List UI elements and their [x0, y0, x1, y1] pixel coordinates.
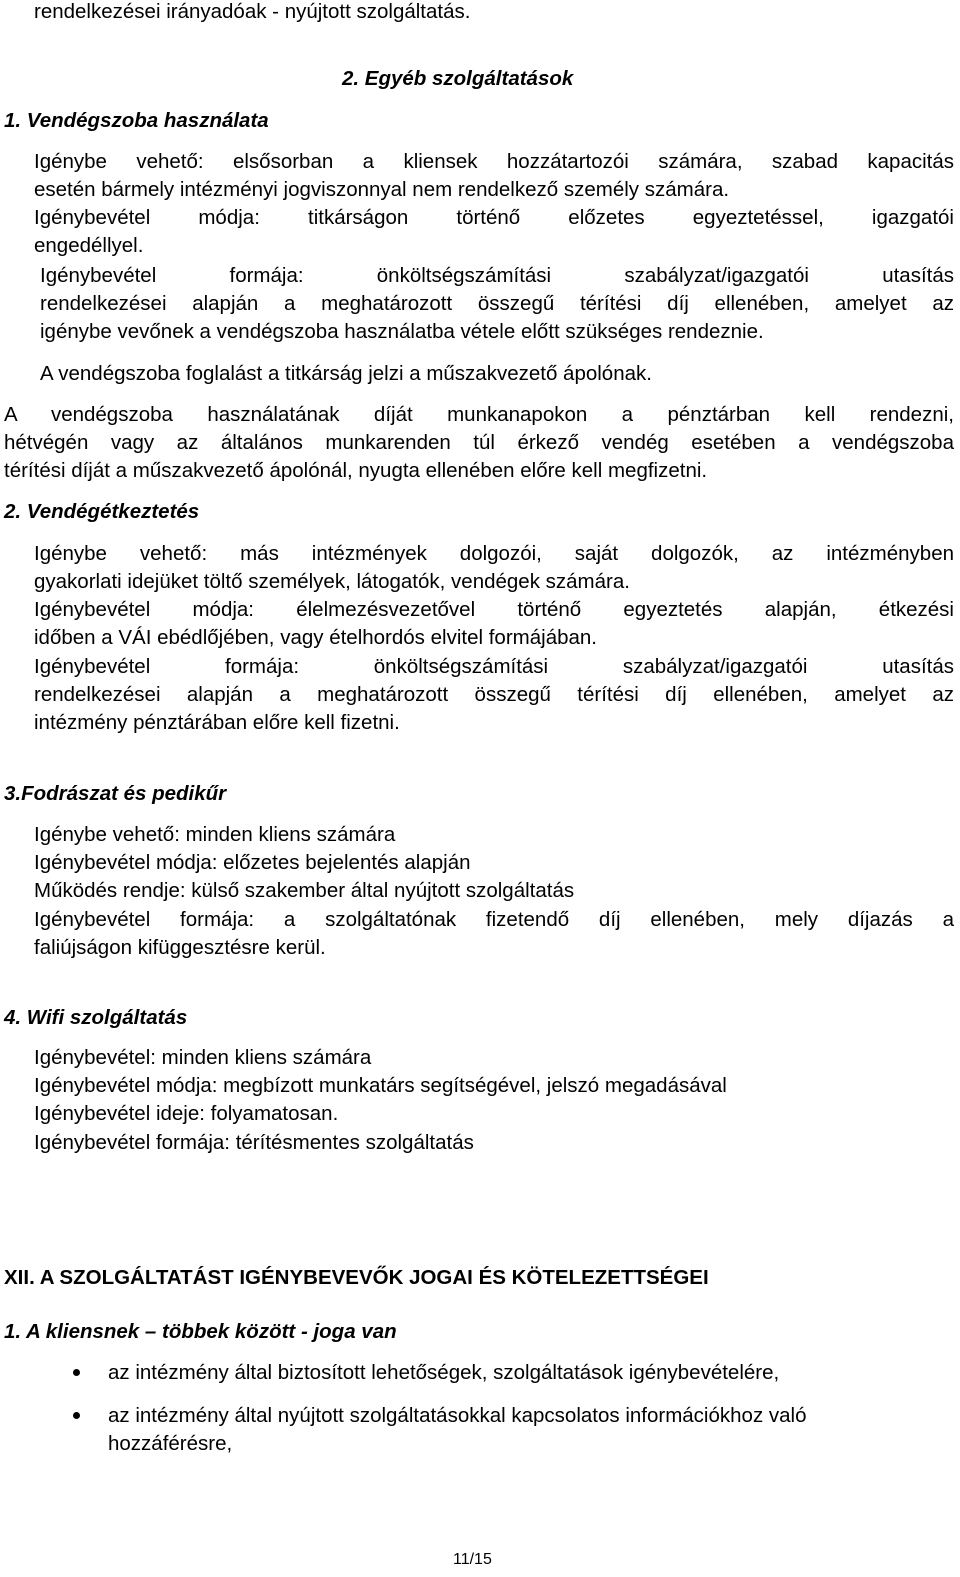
paragraph-line: Igénybe vehető: minden kliens számára: [34, 823, 396, 846]
paragraph-line: Működés rendje: külső szakember által nyújtott szolgáltatás: [34, 879, 575, 902]
paragraph-line: térítési díját a műszakvezető ápolónál, nyugta ellenében előre kell megfizetni.: [4, 459, 708, 482]
paragraph-line: Igénybevétel formája: térítésmentes szolgáltatás: [34, 1131, 474, 1154]
paragraph-line: esetén bármely intézményi jogviszonnyal nem rendelkező személy számára.: [34, 178, 730, 201]
section-heading: 2. Egyéb szolgáltatások: [342, 67, 574, 90]
paragraph-line: Igénybevétel formája: a szolgáltatónak fizetendő díj ellenében, mely díjazás a: [34, 908, 954, 931]
paragraph-line: Igénybevétel formája: önköltségszámítási szabályzat/igazgatói utasítás: [40, 264, 954, 287]
list-item: az intézmény által biztosított lehetőségek, szolgáltatások igénybevételére,: [108, 1361, 780, 1384]
section-heading: 1. A kliensnek – többek között - joga van: [4, 1320, 397, 1343]
paragraph-line: Igénybevétel módja: megbízott munkatárs segítségével, jelszó megadásával: [34, 1074, 727, 1097]
paragraph-line: rendelkezései alapján a meghatározott összegű térítési díj ellenében, amelyet az: [40, 292, 954, 315]
list-item-continuation: hozzáférésre,: [108, 1432, 233, 1455]
paragraph-line: Igénybe vehető: más intézmények dolgozói, saját dolgozók, az intézményben: [34, 542, 954, 565]
paragraph-line: Igénybevétel módja: előzetes bejelentés alapján: [34, 851, 471, 874]
paragraph-line: Igénybevétel: minden kliens számára: [34, 1046, 372, 1069]
paragraph-line: Igénybevétel formája: önköltségszámítási szabályzat/igazgatói utasítás: [34, 655, 954, 678]
section-heading: 1. Vendégszoba használata: [4, 109, 269, 132]
paragraph-line: faliújságon kifüggesztésre kerül.: [34, 936, 326, 959]
section-heading: 4. Wifi szolgáltatás: [4, 1006, 188, 1029]
bullet-icon: [73, 1412, 80, 1419]
paragraph-line: A vendégszoba használatának díját munkanapokon a pénztárban kell rendezni,: [4, 403, 954, 426]
paragraph-line: Igénybevétel módja: titkárságon történő előzetes egyeztetéssel, igazgatói: [34, 206, 954, 229]
paragraph-line: igénybe vevőnek a vendégszoba használatba vétele előtt szükséges rendeznie.: [40, 320, 764, 343]
paragraph-line: engedéllyel.: [34, 234, 144, 257]
paragraph-line: időben a VÁI ebédlőjében, vagy ételhordós elvitel formájában.: [34, 626, 597, 649]
bullet-icon: [73, 1369, 80, 1376]
page-number: 11/15: [453, 1551, 492, 1568]
paragraph-line: hétvégén vagy az általános munkarenden túl érkező vendég esetében a vendégszoba: [4, 431, 954, 454]
section-heading: 3.Fodrászat és pedikűr: [4, 782, 227, 805]
paragraph-line: Igénybevétel ideje: folyamatosan.: [34, 1102, 339, 1125]
chapter-title: XII. A SZOLGÁLTATÁST IGÉNYBEVEVŐK JOGAI ÉS KÖTELEZETTSÉGEI: [4, 1266, 709, 1289]
section-heading: 2. Vendégétkeztetés: [4, 500, 200, 523]
paragraph-line: gyakorlati idejüket töltő személyek, látogatók, vendégek számára.: [34, 570, 630, 593]
paragraph-line: A vendégszoba foglalást a titkárság jelzi a műszakvezető ápolónak.: [40, 362, 652, 385]
paragraph-line: Igénybe vehető: elsősorban a kliensek hozzátartozói számára, szabad kapacitás: [34, 150, 954, 173]
paragraph-line: intézmény pénztárában előre kell fizetni.: [34, 711, 400, 734]
paragraph-line: rendelkezései alapján a meghatározott összegű térítési díj ellenében, amelyet az: [34, 683, 954, 706]
paragraph-line: rendelkezései irányadóak - nyújtott szolgáltatás.: [34, 0, 471, 23]
list-item: az intézmény által nyújtott szolgáltatásokkal kapcsolatos információkhoz való: [108, 1404, 807, 1427]
paragraph-line: Igénybevétel módja: élelmezésvezetővel történő egyeztetés alapján, étkezési: [34, 598, 954, 621]
